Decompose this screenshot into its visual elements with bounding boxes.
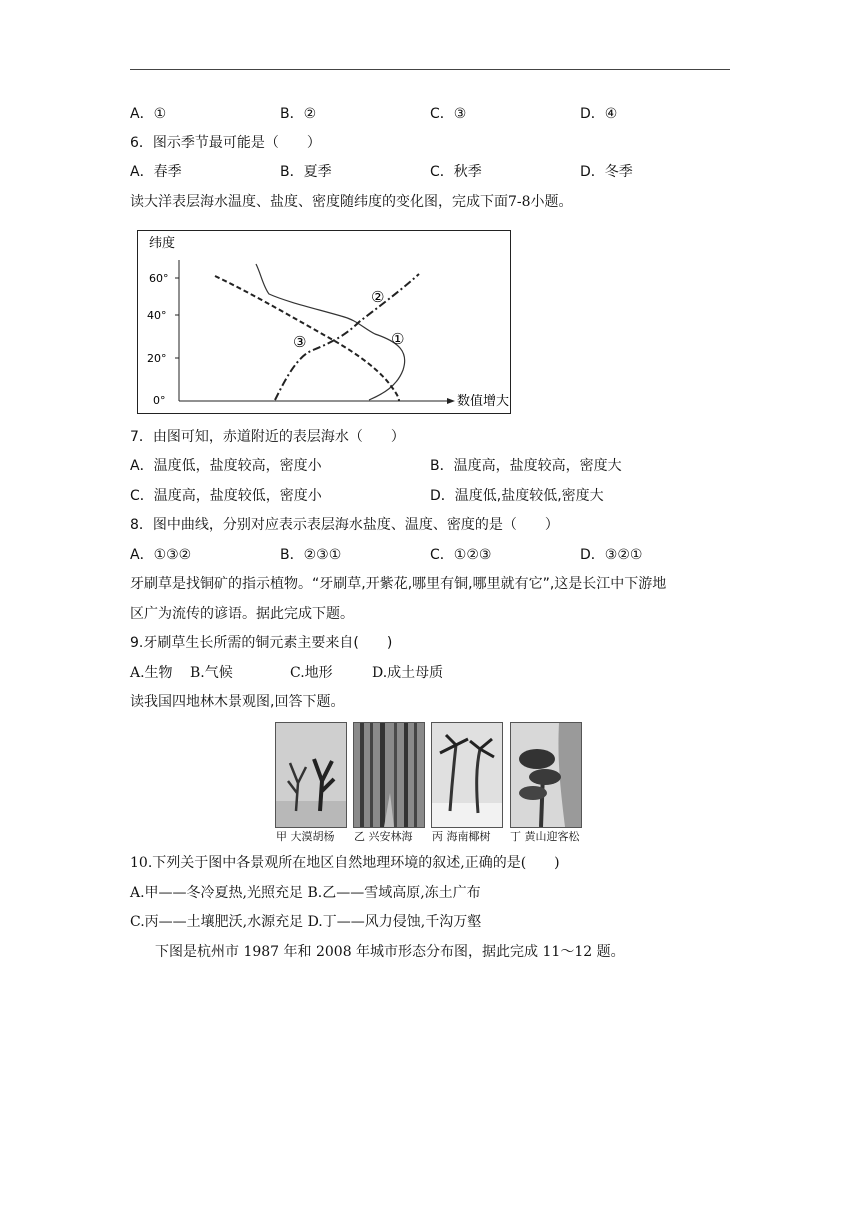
q8-stem: 8．图中曲线，分别对应表示表层海水盐度、温度、密度的是（ ） xyxy=(130,517,559,533)
q5-option-d: D．④ xyxy=(580,106,618,122)
tick-label-20: 20° xyxy=(147,352,167,365)
intro-7-8: 读大洋表层海水温度、盐度、密度随纬度的变化图，完成下面7-8小题。 xyxy=(130,194,573,210)
q9-option-b: B.气候 xyxy=(190,665,233,681)
intro-9-line-1: 牙刷草是找铜矿的指示植物。“牙刷草,开紫花,哪里有铜,哪里就有它”,这是长江中下游地 xyxy=(130,576,667,592)
q9-option-a: A.生物 xyxy=(130,665,173,681)
photo-huangshan-pine xyxy=(510,722,582,828)
q6-option-d: D．冬季 xyxy=(580,164,633,180)
q6-option-c: C．秋季 xyxy=(430,164,482,180)
x-axis-title: 数值增大 xyxy=(457,394,510,409)
q6-option-b: B．夏季 xyxy=(280,164,332,180)
q8-option-b: B．②③① xyxy=(280,547,342,563)
header-rule xyxy=(130,69,730,70)
y-axis-title: 纬度 xyxy=(149,236,176,251)
q7-option-b: B．温度高，盐度较高，密度大 xyxy=(430,458,622,474)
photo-caption-4: 丁 黄山迎客松 xyxy=(510,830,580,843)
q5-option-b: B．② xyxy=(280,106,317,122)
curve-label-1: ① xyxy=(391,330,405,348)
photo-caption-2: 乙 兴安林海 xyxy=(354,830,413,843)
q8-option-c: C．①②③ xyxy=(430,547,492,563)
q9-option-c: C.地形 xyxy=(290,665,333,681)
curve-label-3: ③ xyxy=(293,333,307,351)
photo-desert-poplar xyxy=(275,722,347,828)
q7-option-a: A．温度低，盐度较高，密度小 xyxy=(130,458,322,474)
photo-hainan-palms xyxy=(431,722,503,828)
tick-label-60: 60° xyxy=(149,272,169,285)
q9-option-d: D.成土母质 xyxy=(372,665,444,681)
q6-stem: 6．图示季节最可能是（ ） xyxy=(130,135,321,151)
tick-label-40: 40° xyxy=(147,309,167,322)
ocean-surface-chart xyxy=(137,230,511,414)
intro-11-12: 下图是杭州市 1987 年和 2008 年城市形态分布图，据此完成 11～12 题。 xyxy=(155,944,625,960)
q5-option-a: A．① xyxy=(130,106,167,122)
photo-xingan-forest xyxy=(353,722,425,828)
q7-stem: 7．由图可知，赤道附近的表层海水（ ） xyxy=(130,429,405,445)
q10-stem: 10.下列关于图中各景观所在地区自然地理环境的叙述,正确的是( ) xyxy=(130,855,560,871)
q7-option-d: D．温度低,盐度较低,密度大 xyxy=(430,488,604,504)
q8-option-d: D．③②① xyxy=(580,547,643,563)
photo-caption-3: 丙 海南椰树 xyxy=(432,830,491,843)
chart-frame xyxy=(138,231,511,414)
intro-9-line-2: 区广为流传的谚语。据此完成下题。 xyxy=(130,606,354,622)
photo-caption-1: 甲 大漠胡杨 xyxy=(276,830,335,843)
intro-10: 读我国四地林木景观图,回答下题。 xyxy=(130,694,345,710)
q5-option-c: C．③ xyxy=(430,106,467,122)
q10-options-line-2: C.丙——土壤肥沃,水源充足 D.丁——风力侵蚀,千沟万壑 xyxy=(130,914,482,930)
q10-options-line-1: A.甲——冬冷夏热,光照充足 B.乙——雪域高原,冻土广布 xyxy=(130,885,481,901)
tick-label-0: 0° xyxy=(153,394,166,407)
q7-option-c: C．温度高，盐度较低，密度小 xyxy=(130,488,322,504)
q9-stem: 9.牙刷草生长所需的铜元素主要来自( ) xyxy=(130,635,393,651)
q6-option-a: A．春季 xyxy=(130,164,182,180)
curve-label-2: ② xyxy=(371,288,385,306)
q8-option-a: A．①③② xyxy=(130,547,192,563)
